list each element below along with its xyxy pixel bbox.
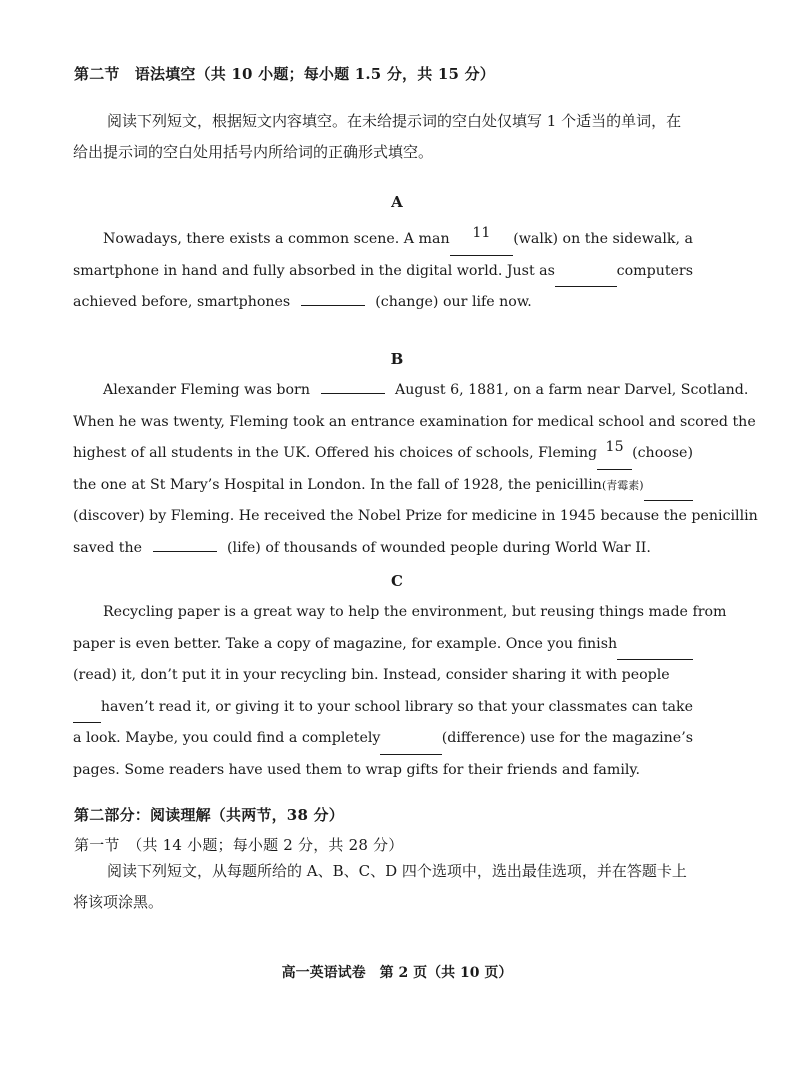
passage-a-label: A <box>391 193 403 211</box>
blank-14 <box>321 393 385 394</box>
subsection-title: 第一节 （共 14 小题；每小题 2 分，共 28 分） <box>74 836 404 854</box>
text-line: achieved before, smartphones (change) our life now. <box>73 294 532 310</box>
text-line: the one at St Mary’s Hospital in London. In the fall of 1928, the penicillin(青霉素) <box>73 470 693 502</box>
blank-15: 15 <box>597 438 632 470</box>
page-footer: 高一英语试卷 第 2 页（共 10 页） <box>281 965 513 981</box>
blank-20 <box>380 723 441 755</box>
blank-13 <box>301 305 365 306</box>
text-line: (read) it, don’t put it in your recycling bin. Instead, consider sharing it with people <box>73 667 670 683</box>
text-line: smartphone in hand and fully absorbed in the digital world. Just as computers <box>73 256 693 288</box>
blank-11: 11 <box>450 224 514 256</box>
passage-c <box>73 597 727 786</box>
blank-19 <box>73 692 101 724</box>
text-line: paper is even better. Take a copy of magazine, for example. Once you finish <box>73 629 693 661</box>
text-line: Recycling paper is a great way to help the environment, but reusing things made from <box>103 604 727 620</box>
text-line: Nowadays, there exists a common scene. A man 11 (walk) on the sidewalk, a <box>73 224 693 256</box>
text-line: highest of all students in the UK. Offered his choices of schools, Fleming 15 (choose) <box>73 438 693 470</box>
passage-a <box>73 224 693 319</box>
passage-c-label: C <box>391 572 403 590</box>
text-line: saved the (life) of thousands of wounded people during World War II. <box>73 539 651 556</box>
text-line: Alexander Fleming was born August 6, 1881, on a farm near Darvel, Scotland. <box>103 382 749 398</box>
blank-17 <box>153 551 217 552</box>
blank-18 <box>617 629 693 661</box>
text-line: (discover) by Fleming. He received the Nobel Prize for medicine in 1945 because the penicillin <box>73 508 758 524</box>
text-line: When he was twenty, Fleming took an entrance examination for medical school and scored the <box>73 413 756 430</box>
part-title: 第二部分：阅读理解（共两节，38 分） <box>74 806 344 824</box>
section-title: 第二节 语法填空（共 10 小题；每小题 1.5 分，共 15 分） <box>74 65 495 83</box>
text-line: haven’t read it, or giving it to your school library so that your classmates can take <box>73 692 693 724</box>
text-line: pages. Some readers have used them to wrap gifts for their friends and family. <box>73 761 641 778</box>
section-instructions: 阅读下列短文，根据短文内容填空。在未给提示词的空白处仅填写 1 个适当的单词，在给出提示词的空白处用括号内所给词的正确形式填空。 <box>73 112 682 161</box>
text-line: a look. Maybe, you could find a completely (difference) use for the magazine’s <box>73 723 693 755</box>
passage-b <box>73 375 758 564</box>
blank-12 <box>555 256 617 288</box>
blank-16 <box>644 470 693 502</box>
passage-b-label: B <box>390 350 404 368</box>
part-instructions: 阅读下列短文，从每题所给的 A、B、C、D 四个选项中，选出最佳选项，并在答题卡上将该项涂黑。 <box>73 862 687 911</box>
